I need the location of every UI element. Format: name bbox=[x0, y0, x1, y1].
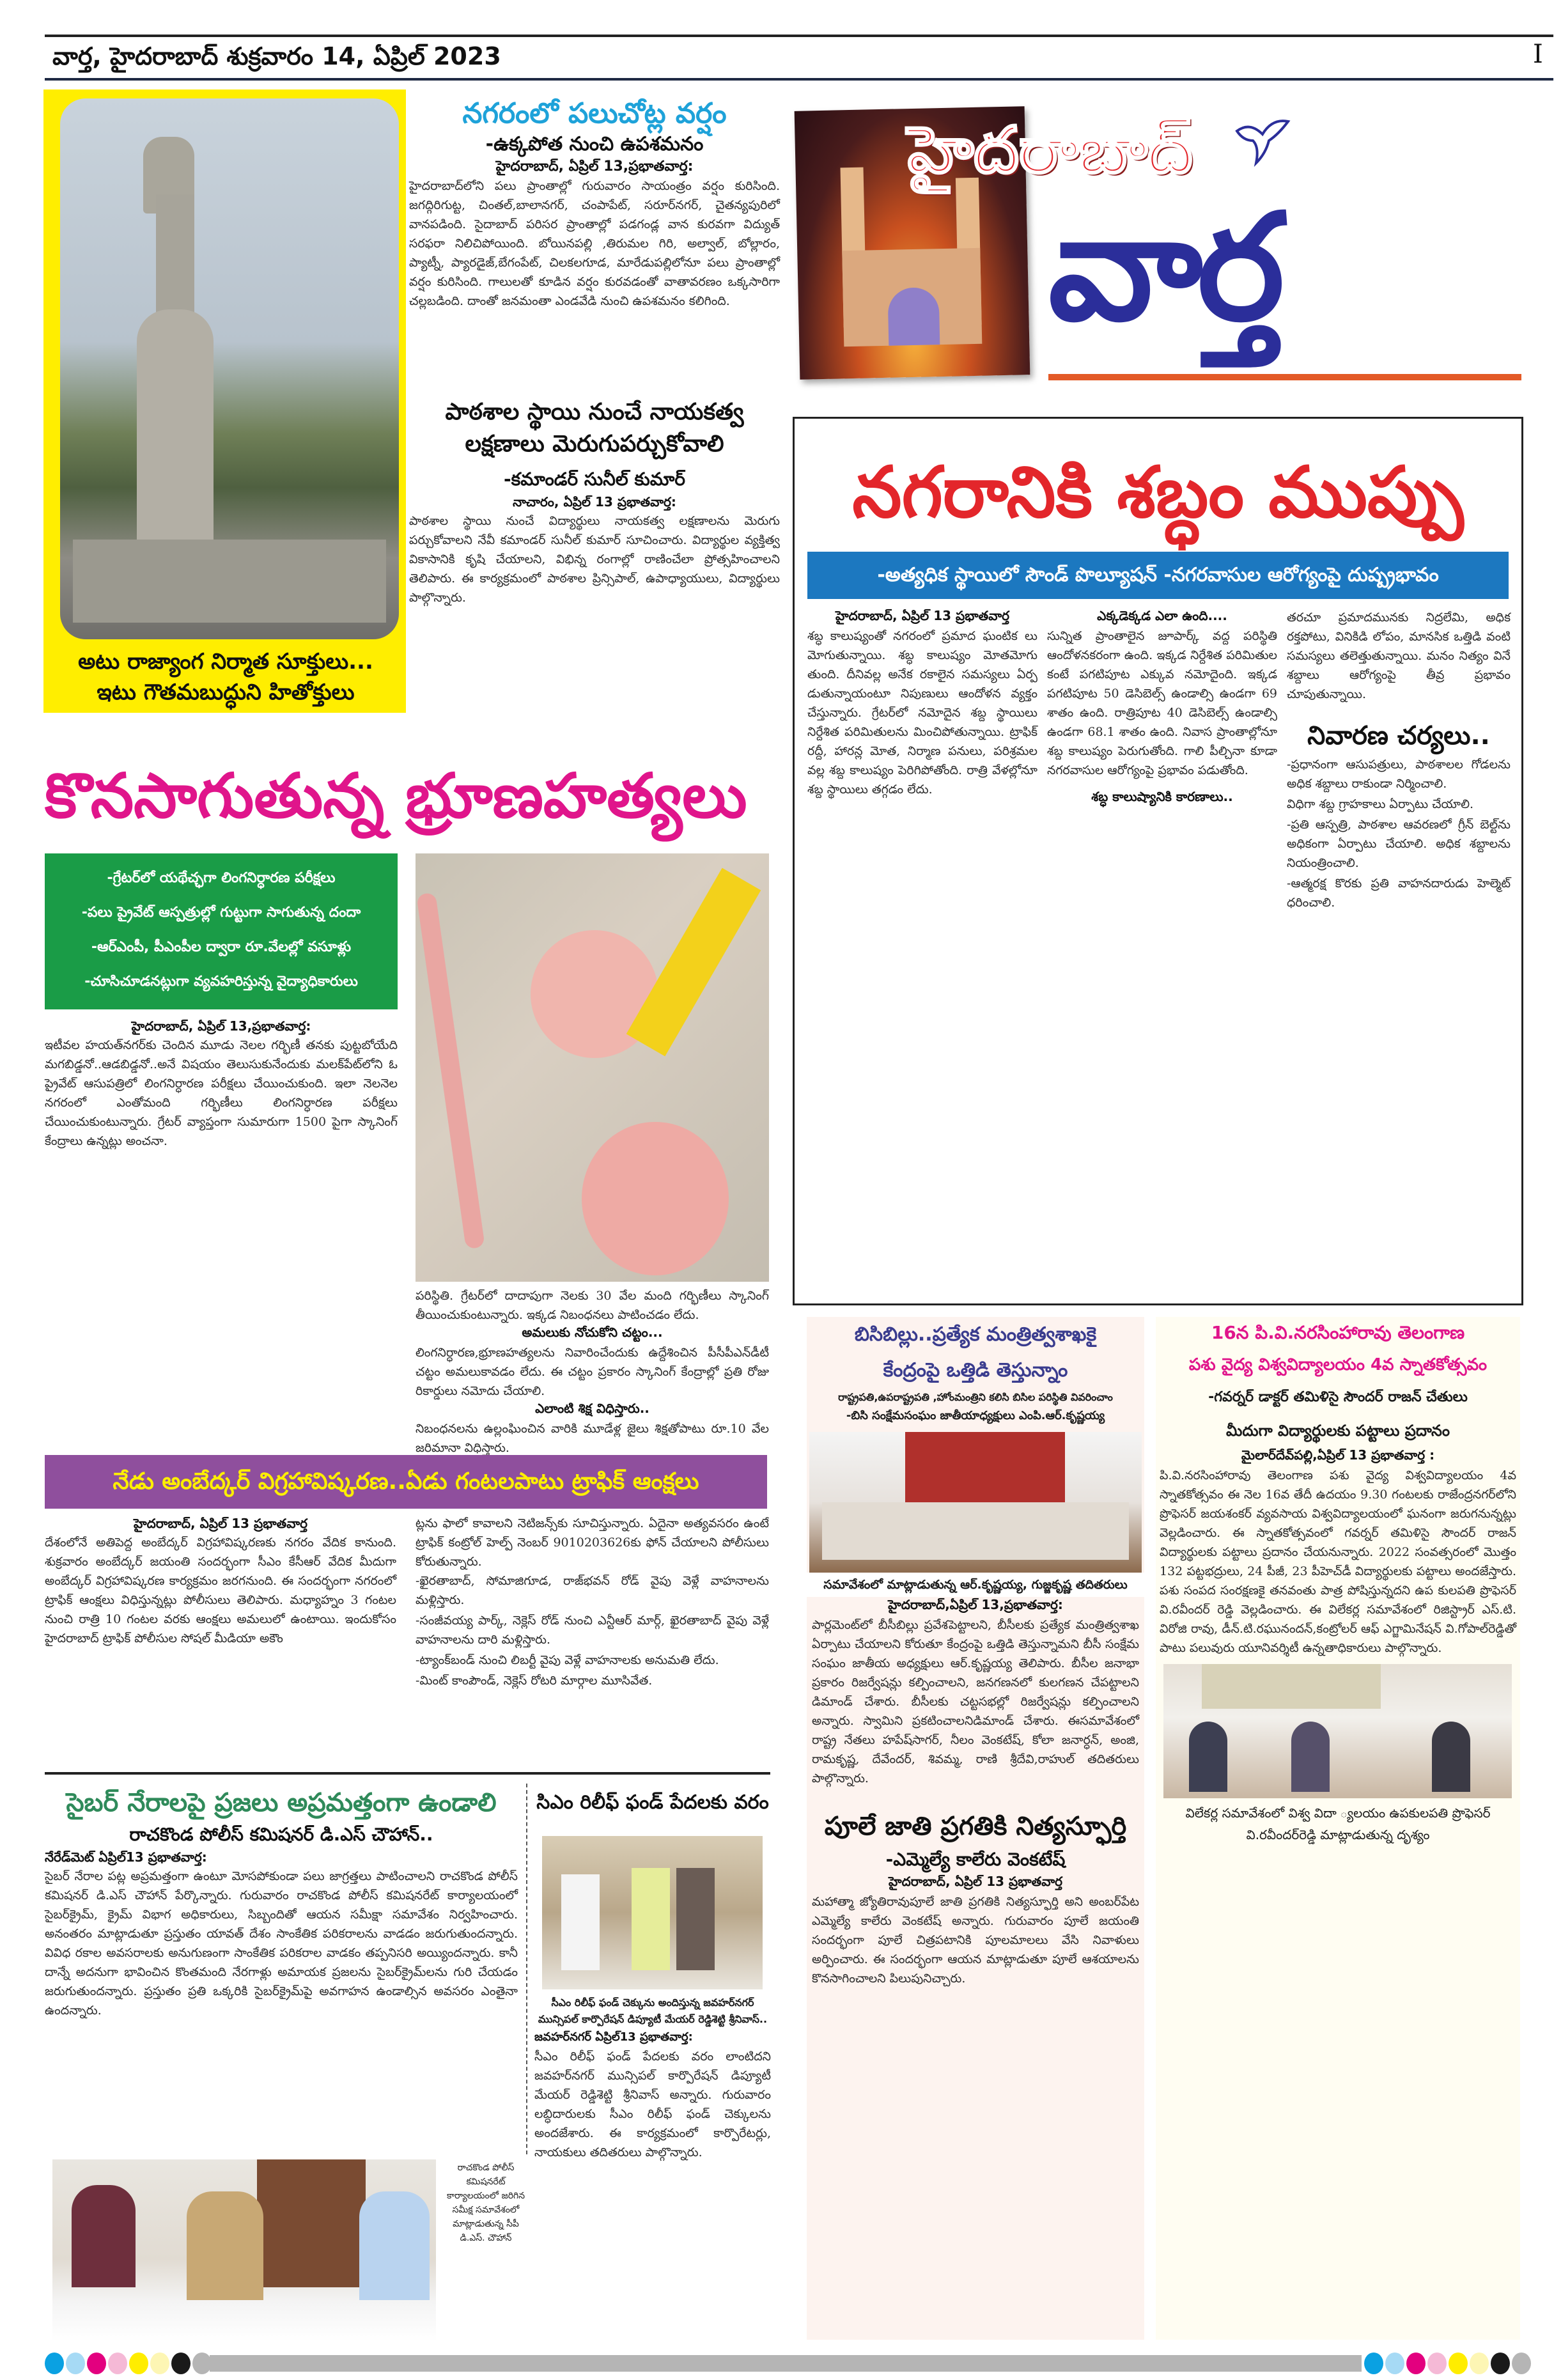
leadership-subhead: -కమాండర్ సునీల్ కుమార్ bbox=[504, 469, 685, 490]
cyber-headline: సైబర్ నేరాలపై ప్రజలు అప్రమత్తంగా ఉండాలి bbox=[66, 1788, 497, 1817]
rain-story bbox=[409, 96, 780, 390]
feticide-dateline: హైదరాబాద్, ఏప్రిల్ 13,ప్రభాతవార్త: bbox=[131, 1018, 311, 1034]
ambedkar-route: -సంజీవయ్య పార్క్, నెక్లెస్ రోడ్ నుంచి ఎన్టీఆర్ మార్గ్, ఖైరతాబాద్ వైపు వెళ్లే వాహనాలను దారి మళ్లిస్తారు. bbox=[416, 1614, 769, 1647]
statue-caption-line1: అటు రాజ్యాంగ నిర్మాత సూక్తులు... bbox=[78, 649, 373, 674]
ambedkar-route: -ట్యాంక్‌బండ్ నుంచి లిబర్టీ వైపు వెళ్లే వాహనాలకు అనుమతి లేదు. bbox=[416, 1653, 719, 1667]
registration-marks-right bbox=[1364, 2353, 1533, 2374]
leadership-dateline: నాచారం, ఏప్రిల్ 13 ప్రభాతవార్త: bbox=[513, 494, 676, 509]
feticide-col2c-body: నిబంధనలను ఉల్లంఘించిన వారికి మూడేళ్ల జైలు శిక్షతోపాటు రూ.10 వేల జరిమానా విధిస్తారు. bbox=[416, 1422, 769, 1455]
registration-dot bbox=[150, 2353, 169, 2374]
cyber-photo-caption: రాచకొండ పోలీస్ కమిషనరేట్ కార్యాలయంలో జరిగిన సమీక్ష సమావేశంలో మాట్లాడుతున్న సీపీ డి.ఎస్. చౌహాన్ bbox=[446, 2163, 525, 2243]
registration-dot bbox=[45, 2353, 64, 2374]
leadership-story bbox=[409, 396, 780, 722]
logo-underline bbox=[1048, 374, 1521, 380]
dove-icon bbox=[1234, 115, 1291, 173]
cyber-dateline: నేరేడ్‌మెట్ ఏప్రిల్13 ప్రభాతవార్త: bbox=[45, 1849, 207, 1865]
cmrf-photo-caption: సీఎం రిలీఫ్ ఫండ్ చెక్కును అందిస్తున్న జవహర్‌నగర్ మున్సిపల్ కార్పొరేషన్ డిప్యూటీ మేయర్ రెడ్డిశెట్టి శ్రీనివాస్.. bbox=[538, 1996, 768, 2025]
feticide-col2 bbox=[416, 1286, 769, 1455]
cyber-body: సైబర్ నేరాల పట్ల అప్రమత్తంగా ఉంటూ మోసపోకుండా పలు జాగ్రత్తలు పాటించాలని రాచకొండ పోలీస్ కమిషనర్ డి.ఎస్ చౌహాన్ పేర్కొన్నారు. గురువారం రాచకొండ పోలీస్ కమిషనరేట్ కార్యాలయంలో సైబర్‌క్రైమ్, క్రైమ్ విభాగ అధికారులు, సిబ్బందితో ఆయన సమీక్షా సమావేశం నిర్వహించారు. అనంతరం మాట్లాడుతూ ప్రస్తుతం యావత్ దేశం సాంకేతిక పరికరాలను వాడడం జరుగుతుందన్నారు. వివిధ రకాల అవసరాలకు అనుగుణంగా సాంకేతిక పరికరాల వాడకం తప్పనిసరి అయ్యిందన్నారు. కానీ దాన్నే అదనుగా భావించిన కొంతమంది నేరగాళ్లు అమాయక ప్రజలను సైబర్‌క్రైమ్‌లను గురి చేయడం జరుగుతుందన్నారు. ప్రస్తుతం ప్రతి ఒక్కరికి సైబర్‌క్రైమ్‌పై అవగాహన ఉండాల్సిన అవసరం ఎంతైనా ఉందన్నారు. bbox=[45, 1869, 518, 2018]
noise-col2 bbox=[1047, 608, 1277, 1298]
vet-photo-caption: విలేకర్ల సమావేశంలో విశ్వ విదా ్యలయం ఉపకులపతి ప్రొఫెసర్ వి.రవీందర్‌రెడ్డి మాట్లాడుతున్న దృశ్యం bbox=[1185, 1805, 1491, 1842]
registration-dot bbox=[192, 2353, 212, 2374]
bc-subhead2: -బిసి సంక్షేమసంఘం జాతీయాధ్యక్షులు ఎంపి.ఆర్.కృష్ణయ్య bbox=[846, 1409, 1105, 1422]
cmrf-photo bbox=[542, 1836, 763, 1989]
bc-body: పార్లమెంట్‌లో బీసీబిల్లు ప్రవేశపెట్టాలని, బీసీలకు ప్రత్యేక మంత్రిత్వశాఖ ఏర్పాటు చేయాలని కోరుతూ కేంద్రంపై ఒత్తిడి తెస్తున్నామని బీసీ సంక్షేమ సంఘం జాతీయ అధ్యక్షులు ఆర్.కృష్ణయ్య తెలిపారు. బీసీల జనాభా ప్రకారం రిజర్వేషన్లు కల్పించాలని, జనగణనలో కులగణన చేపట్టాలని డిమాండ్ చేశారు. బీసీలకు చట్టసభల్లో రిజర్వేషన్లు కల్పించాలని అన్నారు. స్వామిని ప్రకటించాలనిడిమాండ్ చేశారు. ఈసమావేశంలో రాష్ట్ర నేతలు హపేష్‌సాగర్, నీలం వెంకటేష్, కోలా జనార్ధన్, అంజి, రామకృష్ణ, దేవేందర్, శివమ్మ, రాణి శ్రీదేవి,రాహుల్ తదితరులు పాల్గొన్నారు. bbox=[812, 1618, 1139, 1785]
registration-dot bbox=[1385, 2353, 1404, 2374]
noise-col2-body: సున్నిత ప్రాంతాలైన జూపార్క్ వద్ద పరిస్థితి ఆందోళనకరంగా ఉంది. ఇక్కడ నిర్దేశిత పరిమితుల కంటే పగటిపూట ఎక్కువ నమోదైంది. ఇక్కడ పగటిపూట 50 డెసిబెల్స్ ఉండాల్సి ఉండగా 69 శాతం ఉంది. రాత్రిపూట 40 డెసిబెల్స్ ఉండాల్సి ఉండగా 68.1 శాతం ఉంది. నివాస ప్రాంతాల్లోనూ శబ్ద కాలుష్యం పెరుగుతోంది. గాలి పీల్చినా కూడా నగరవాసుల ఆరోగ్యంపై ప్రభావం పడుతోంది. bbox=[1047, 629, 1277, 777]
phule-headline: పూలే జాతి ప్రగతికి నిత్యస్ఫూర్తి bbox=[824, 1812, 1127, 1841]
rain-dateline: హైదరాబాద్, ఏప్రిల్ 13,ప్రభాతవార్త: bbox=[495, 159, 694, 175]
ambedkar-route: -మింట్ కాంపౌండ్, నెక్లెస్ రోటరి మార్గాల మూసివేత. bbox=[416, 1674, 653, 1688]
statue-caption-line2: ఇటు గౌతమబుద్ధుని హితోక్తులు bbox=[97, 680, 355, 705]
feticide-bullet: -ఆర్ఎంపీ, పీఎంపీల ద్వారా రూ.వేలల్లో వసూళ్లు bbox=[91, 939, 352, 955]
cyber-story bbox=[45, 1784, 518, 2154]
noise-col3-body: తరచూ ప్రమాదమునకు నిద్రలేమి, అధిక రక్తపోటు, వినికిడి లోపం, మానసిక ఒత్తిడి వంటి సమస్యలు తలెత్తుతున్నాయి. మనం నిత్యం వినే శబ్దాలు ఆరోగ్యంపై తీవ్ర ప్రభావం చూపుతున్నాయి. bbox=[1287, 611, 1511, 701]
fetus-illustration bbox=[416, 853, 769, 1282]
phule-subhead: -ఎమ్మెల్యే కాలేరు వెంకటేష్ bbox=[885, 1849, 1066, 1870]
bc-dateline: హైదరాబాద్,ఏప్రిల్ 13,ప్రభాతవార్త: bbox=[888, 1597, 1063, 1612]
vet-story bbox=[1156, 1317, 1520, 2340]
bc-story bbox=[807, 1317, 1144, 2340]
feticide-headline: కొనసాగుతున్న భ్రూణహత్యలు bbox=[45, 760, 747, 832]
noise-remedy-item: -ప్రతి ఆస్పత్రి, పాఠశాల ఆవరణలో గ్రీన్ బెల్ట్‌ను అధికంగా ఏర్పాటు చేయాలి. అధిక శబ్దాలను నియంత్రించాలి. bbox=[1287, 818, 1511, 870]
noise-remedy-heading: నివారణ చర్యలు.. bbox=[1307, 721, 1490, 751]
rain-headline: నగరంలో పలుచోట్ల వర్షం bbox=[462, 97, 727, 130]
noise-dateline: హైదరాబాద్, ఏప్రిల్ 13 ప్రభాతవార్త bbox=[835, 608, 1010, 623]
feticide-col1-body: ఇటీవల హయత్‌నగర్‌కు చెందిన మూడు నెలల గర్భిణీ తనకు పుట్టబోయేది మగబిడ్డనో..ఆడబిడ్డనో..అనే విషయం తెలుసుకునేందుకు మలక్‌పేట్‌లోని ఓ ప్రైవేట్ ఆసుపత్రిలో లింగనిర్ధారణ పరీక్షలు చేయించుకుంది. ఇలా నెలనెల నగరంలో ఎంతోమంది గర్భిణీలు లింగనిర్ధారణ పరీక్షలు చేయించుకుంటున్నారు. గ్రేటర్ వ్యాప్తంగా సుమారుగా 1500 పైగా స్కానింగ్ కేంద్రాలు ఉన్నట్లు అంచనా. bbox=[45, 1038, 398, 1148]
top-rule bbox=[45, 35, 1553, 37]
feticide-bullet: -చూసిచూడనట్లుగా వ్యవహరిస్తున్న వైద్యాధికారులు bbox=[84, 974, 358, 990]
ambedkar-dateline: హైదరాబాద్, ఏప్రిల్ 13 ప్రభాతవార్త bbox=[133, 1516, 308, 1531]
vet-press-meet-photo bbox=[1163, 1664, 1512, 1798]
column-divider bbox=[526, 1784, 527, 2154]
noise-col1 bbox=[807, 608, 1037, 1298]
registration-dot bbox=[171, 2353, 190, 2374]
vet-dateline: మైలార్‌దేవ్‌పల్లి,ఏప్రిల్ 13 ప్రభాతవార్త : bbox=[1241, 1447, 1435, 1463]
cmrf-body: సీఎం రిలీఫ్ ఫండ్ పేదలకు వరం లాంటిదని జవహర్‌నగర్ మున్సిపల్ కార్పొరేషన్ డిప్యూటీ మేయర్ రెడ్డిశెట్టి శ్రీనివాస్ అన్నారు. గురువారం లబ్ధిదారులకు సీఎం రిలీఫ్ ఫండ్ చెక్కులను అందజేశారు. ఈ కార్యక్రమంలో కార్పొరేటర్లు, నాయకులు తదితరులు పాల్గొన్నారు. bbox=[534, 2049, 771, 2159]
ambedkar-routes bbox=[416, 1571, 769, 1690]
police-meeting-photo bbox=[52, 2159, 436, 2342]
feticide-col2-subhead2: ఎలాంటి శిక్ష విధిస్తారు.. bbox=[535, 1401, 649, 1416]
leadership-headline-line2: లక్షణాలు మెరుగుపర్చుకోవాలి bbox=[465, 431, 724, 457]
feticide-bullet: -పలు ప్రైవేట్ ఆస్పత్రుల్లో గుట్టుగా సాగుతున్న దందా bbox=[81, 905, 361, 921]
noise-story-box bbox=[793, 417, 1523, 1305]
bc-headline-line1: బిసిబిల్లు..ప్రత్యేక మంత్రిత్వశాఖకై bbox=[854, 1323, 1097, 1346]
vet-subhead1: -గవర్నర్ డాక్టర్ తమిళిసై సౌందర్ రాజన్ చేతులు bbox=[1208, 1389, 1468, 1405]
registration-dot bbox=[66, 2353, 85, 2374]
cmrf-dateline: జవహర్‌నగర్ ఏప్రిల్13 ప్రభాతవార్త: bbox=[534, 2030, 693, 2044]
page-marker: I bbox=[1533, 40, 1543, 69]
noise-remedy-item: -ప్రధానంగా ఆసుపత్రులు, పాఠశాలల గోడలను అధిక శబ్దాలు రాకుండా నిర్మించాలి. bbox=[1287, 758, 1511, 791]
vet-body: పి.వి.నరసింహారావు తెలంగాణ పశు వైద్య విశ్వవిద్యాలయం 4వ స్నాతకోత్సవం ఈ నెల 16వ తేదీ ఉదయం 9.30 గంటలకు రాజేంద్రనగర్‌లోని ప్రొఫెసర్ జయశంకర్ వ్యవసాయ విశ్వవిద్యాలయంలో ఘనంగా జరుగనున్నట్లు వెల్లడించారు. ఈ స్నాతకోత్సవంలో గవర్నర్ తమిళిసై సౌందర్ రాజన్ విద్యార్థులకు పట్టాలు ప్రదానం చేయనున్నారు. 2022 సంవత్సరంలో మొత్తం 132 పట్టభద్రులు, 24 పీజీ, 23 పీహెచ్‌డీ విద్యార్థులకు పట్టాలు అందజేస్తారు. పశు సంపద సంరక్షణకై తనవంతు పాత్ర పోషిస్తున్నదని ఉప కులపతి ప్రొఫెసర్ వి.రవీందర్ రెడ్డి వెల్లడించారు. ఈ విలేకర్ల సమావేశంలో రిజిస్ట్రార్ ఎస్.టి. విరోజి రావు, డీన్.టి.రఘునందన్,కంట్రోలర్ ఆఫ్ ఎగ్జామినేషన్ వి.గోపాల్‌రెడ్డితో పాటు పలువురు యూనివర్శిటీ ఉన్నతాధికారులు పాల్గొన్నారు. bbox=[1160, 1468, 1516, 1655]
registration-dot bbox=[1512, 2353, 1531, 2374]
registration-dot bbox=[1470, 2353, 1489, 2374]
ambedkar-col1-body: దేశంలోనే అతిపెద్ద అంబేద్కర్ విగ్రహావిష్కరణకు నగరం వేదిక కానుంది. శుక్రవారం అంబేద్కర్ జయంతి సందర్భంగా సీఎం కేసీఆర్ వేదిక మీదుగా అంబేద్కర్ విగ్రహావిష్కరణ కార్యక్రమం జరగనుంది. ఈ సందర్భంగా నగరంలో ట్రాఫిక్ ఆంక్షలు విధిస్తున్నట్లు పోలీసులు తెలిపారు. మధ్యాహ్నం 3 గంటల నుంచి రాత్రి 10 గంటల వరకు ఆంక్షలు అమలులో ఉంటాయి. ఇందుకోసం హైదరాబాద్ ట్రాఫిక్ పోలీసుల సోషల్ మీడియా అకౌం bbox=[45, 1536, 396, 1645]
statue-box bbox=[43, 89, 406, 713]
ambedkar-col2 bbox=[416, 1514, 769, 1766]
ambedkar-col2-body: ట్లను ఫాలో కావాలని నెటిజన్స్‌కు సూచిస్తున్నారు. ఏదైనా అత్యవసరం ఉంటే ట్రాఫిక్ కంట్రోల్ హెల్ప్ నెంబర్ 9010203626కు ఫోన్ చేయాలని పోలీసులు కోరుతున్నారు. bbox=[416, 1516, 769, 1569]
feticide-bullets-box bbox=[45, 853, 398, 1009]
cmrf-headline: సిఎం రిలీఫ్ ఫండ్ పేదలకు వరం bbox=[536, 1791, 769, 1814]
leadership-headline-line1: పాఠశాల స్థాయి నుంచే నాయకత్వ bbox=[445, 399, 744, 425]
cmrf-story bbox=[534, 1784, 771, 2346]
feticide-col1 bbox=[45, 1016, 398, 1445]
running-head: వార్త, హైదరాబాద్ శుక్రవారం 14, ఏప్రిల్ 2023 bbox=[52, 42, 501, 70]
ambedkar-col1 bbox=[45, 1514, 396, 1766]
noise-remedy-list bbox=[1287, 755, 1511, 912]
vet-headline-line1: 16న పి.వి.నరసింహారావు తెలంగాణ bbox=[1211, 1322, 1465, 1343]
feticide-bullet: -గ్రేటర్‌లో యథేచ్ఛగా లింగనిర్ధారణ పరీక్షలు bbox=[107, 870, 336, 886]
noise-headline: నగరానికి శబ్ధం ముప్పు bbox=[852, 451, 1464, 533]
rain-subhead: -ఉక్కపోత నుంచి ఉపశమనం bbox=[485, 133, 704, 155]
noise-remedy-item: విధిగా శబ్ద గ్రాహకాలు ఏర్పాటు చేయాలి. bbox=[1287, 797, 1474, 811]
noise-col2-subhead: ఎక్కడెక్కడ ఎలా ఉంది.... bbox=[1097, 608, 1227, 623]
registration-dot bbox=[108, 2353, 127, 2374]
ambedkar-route: -ఖైరతాబాద్, సోమాజిగూడ, రాజ్‌భవన్ రోడ్ వైపు వెళ్లే వాహనాలను మళ్లిస్తారు. bbox=[416, 1574, 769, 1607]
registration-dot bbox=[1449, 2353, 1468, 2374]
feticide-col2-subhead: అమలుకు నోచుకోని చట్టం... bbox=[522, 1325, 663, 1340]
section-rule bbox=[45, 1772, 770, 1775]
bc-headline-line2: కేంద్రంపై ఒత్తిడి తెస్తున్నాం bbox=[883, 1359, 1068, 1381]
registration-dot bbox=[1427, 2353, 1447, 2374]
registration-dot bbox=[129, 2353, 148, 2374]
rain-body: హైదరాబాద్‌లోని పలు ప్రాంతాల్లో గురువారం సాయంత్రం వర్షం కురిసింది. జగద్గిరిగుట్ట, చింతల్,బాలానగర్, చంపాపేట్, సరూర్‌నగర్, చైతన్యపురిలో వానపడింది. సైదాబాద్ పరిసర ప్రాంతాల్లో పడగండ్ల వాన కురవగా విద్యుత్ సరఫరా నిలిచిపోయింది. బోయినపల్లి ,తిరుమల గిరి, అల్వాల్, బోల్లారం, ప్యాట్నీ, ప్యారడైజ్,బేగంపేట్, చిలకలగూడ, మారేడుపల్లిలోనూ పలు ప్రాంతాల్లో వర్షం కురిసింది. గాలులతో కూడిన వర్షం కురవడంతో వాతావరణం ఒక్కసారిగా చల్లబడింది. దాంతో జనమంతా ఎండవేడి నుంచి ఉపశమనం కలిగింది. bbox=[409, 179, 780, 308]
feticide-col2-body: పరిస్థితి. గ్రేటర్‌లో దాదాపుగా నెలకు 30 వేల మంది గర్భిణీలు స్కానింగ్ తీయించుకుంటున్నారు. ఇక్కడ నిబంధనలు పాటించడం లేదు. bbox=[416, 1289, 769, 1322]
ambedkar-banner: నేడు అంబేద్కర్ విగ్రహావిష్కరణ..ఏడు గంటలపాటు ట్రాఫిక్ ఆంక్షలు bbox=[45, 1455, 767, 1509]
phule-body: మహాత్మా జ్యోతిరావుపూలే జాతి ప్రగతికి నిత్యస్ఫూర్తి అని అంబర్‌పేట ఎమ్మెల్యే కాలేరు వెంకటేష్ అన్నారు. గురువారం పూలే జయంతి సందర్భంగా పూలే చిత్రపటానికి పూలమాలలు వేసి నివాళులు అర్పించారు. ఈ సందర్భంగా ఆయన మాట్లాడుతూ పూలే ఆశయాలను కొనసాగించాలని పిలుపునిచ్చారు. bbox=[812, 1895, 1139, 1986]
phule-dateline: హైదరాబాద్, ఏప్రిల్ 13 ప్రభాతవార్త bbox=[888, 1874, 1063, 1889]
logo-city-name: హైదరాబాద్ bbox=[908, 113, 1193, 187]
bc-photo-caption: సమావేశంలో మాట్లాడుతున్న ఆర్.కృష్ణయ్య, గుజ్జకృష్ణ తదితరులు bbox=[807, 1573, 1144, 1597]
noise-col2-subhead2: శబ్ధ కాలుష్యానికి కారణాలు.. bbox=[1091, 789, 1233, 804]
cyber-subhead: రాచకొండ పోలీస్ కమిషనర్ డి.ఎస్ చౌహాన్.. bbox=[129, 1824, 433, 1845]
vet-subhead2: మీదుగా విద్యార్థులకు పట్టాలు ప్రదానం bbox=[1225, 1422, 1450, 1440]
registration-dot bbox=[1364, 2353, 1383, 2374]
registration-dot bbox=[1491, 2353, 1510, 2374]
registration-marks-left bbox=[45, 2353, 214, 2374]
noise-remedy-item: -ఆత్మరక్ష కొరకు ప్రతి వాహనదారుడు హెల్మెట్ ధరించాలి. bbox=[1287, 876, 1511, 910]
vet-headline-line2: పశు వైద్య విశ్వవిద్యాలయం 4వ స్నాతకోత్సవం bbox=[1188, 1355, 1488, 1374]
registration-dot bbox=[87, 2353, 106, 2374]
registration-bar-right bbox=[862, 2355, 1362, 2372]
noise-col1-body: శబ్ధ కాలుష్యంతో నగరంలో ప్రమాద ఘంటిక లు మోగుతున్నాయి. శబ్ధ కాలుష్యం మోతమోగు తుంది. దీనివల్ల అనేక రకాలైన సమస్యలు ఏర్ప డుతున్నాయంటూ నిపుణులు ఆందోళన వ్యక్తం చేస్తున్నారు. గ్రేటర్‌లో నమోదైన శబ్ద స్థాయిలు నిర్దేశిత పరిమితులను మించిపోతున్నాయి. ట్రాఫిక్ రద్దీ, హారన్ల మోత, నిర్మాణ పనులు, పరిశ్రమల వల్ల శబ్ద కాలుష్యం పెరిగిపోతోంది. రాత్రి వేళల్లోనూ శబ్ద స్థాయిలు తగ్గడం లేదు. bbox=[807, 629, 1037, 797]
bc-subhead1: రాష్ట్రపతి,ఉపరాష్ట్రపతి ,హోంమంత్రిని కలిసి బిసిల పరిస్థితి వివరించాం bbox=[838, 1391, 1113, 1403]
leadership-body: పాఠశాల స్థాయి నుంచే విద్యార్థులు నాయకత్వ లక్షణాలను మెరుగు పర్చుకోవాలని నేవీ కమాండర్ సునీల్ కుమార్ సూచించారు. విద్యార్థుల వ్యక్తిత్వ వికాసానికి కృషి చేయాలని, విభిన్న రంగాల్లో రాణించేలా ప్రోత్సహించాలని తెలిపారు. ఈ కార్యక్రమంలో పాఠశాల ప్రిన్సిపాల్, ఉపాధ్యాయులు, విద్యార్థులు పాల్గొన్నారు. bbox=[409, 514, 780, 605]
header-rule bbox=[45, 78, 1553, 81]
bc-meeting-photo bbox=[809, 1432, 1142, 1573]
registration-bar-left bbox=[210, 2355, 862, 2372]
ambedkar-buddha-statue-photo bbox=[60, 98, 399, 639]
feticide-col2b-body: లింగనిర్ధారణ,భ్రూణహత్యలను నివారించేందుకు ఉద్దేశించిన పీసీపీఎన్‌డీటీ చట్టం అమలుకావడం లేదు. ఈ చట్టం ప్రకారం స్కానింగ్ కేంద్రాల్లో ప్రతి రోజు రికార్డులు నమోదు చేయాలి. bbox=[416, 1346, 769, 1398]
registration-dot bbox=[1406, 2353, 1426, 2374]
logo-newspaper-name: వార్త bbox=[1048, 183, 1280, 354]
noise-banner: -అత్యధిక స్థాయిలో సౌండ్ పొల్యూషన్ -నగరవాసుల ఆరోగ్యంపై దుష్ప్రభావం bbox=[807, 552, 1509, 599]
noise-col3 bbox=[1287, 608, 1511, 1298]
